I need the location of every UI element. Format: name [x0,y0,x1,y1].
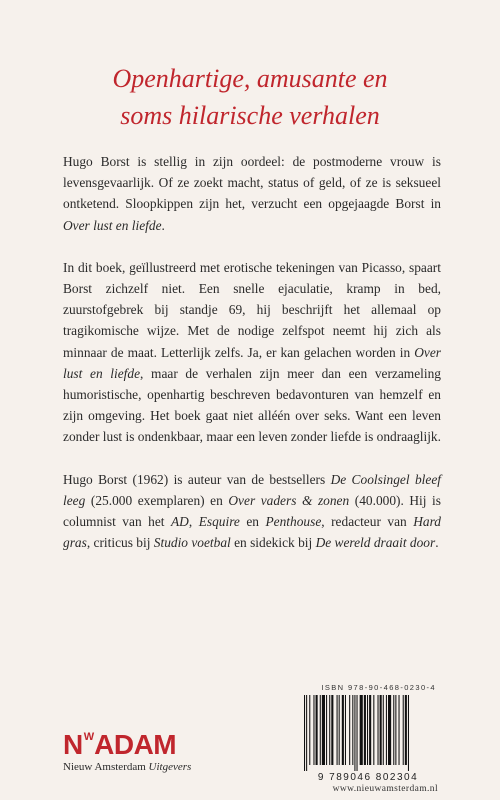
publisher-logo [63,731,191,759]
bio-text-1: Hugo Borst (1962) is auteur van de bestsellers [63,471,331,487]
logo-letter-n: N [63,729,83,760]
barcode-bar [306,695,307,771]
publisher-name-italic: Uitgevers [148,761,192,773]
paragraph-3-author-bio [63,469,441,554]
barcode-bar [329,695,330,765]
publisher-url: www.nieuwamsterdam.nl [332,784,438,794]
bestseller-title-1: De Coolsingel bleef leeg [63,471,441,508]
barcode-bar [408,695,409,771]
barcode-icon [300,695,436,771]
barcode-bar [378,695,379,765]
barcode-bar [354,695,355,771]
bio-text-4: , [188,514,199,530]
bio-text-9: . [435,535,439,551]
barcode-digits: 9 789046 802304 [317,772,419,783]
barcode-bar [393,695,394,765]
barcode-bar [399,695,400,765]
barcode-bar [405,695,407,765]
book-title: Over lust en liefde [63,344,441,381]
barcode-bar [349,695,350,765]
barcode-bar [337,695,338,765]
publisher-block [63,731,191,773]
barcode-bar [395,695,396,765]
isbn-label: ISBN 978-90-468-0230-4 [321,683,436,692]
barcode-bar [360,695,363,765]
barcode-bar [403,695,404,765]
bio-text-6: , redacteur van [321,514,414,530]
headline-line-2: soms hilarische verhalen [120,101,380,130]
barcode-bar [369,695,371,765]
show-studio-voetbal: Studio voetbal [153,535,231,551]
barcode-bar [367,695,368,765]
publication-esquire: Esquire [198,514,240,530]
blurb-body [63,151,441,574]
show-de-wereld-draait-door: De wereld draait door [315,535,436,551]
publication-ad: AD [170,514,189,530]
barcode-bar [331,695,333,765]
bio-text-5: en [239,514,266,530]
paragraph-1-end: . [161,217,165,233]
paragraph-2 [63,257,441,448]
barcode-bar [304,695,305,771]
barcode-bar [373,695,374,765]
paragraph-2-part-2: , maar de verhalen zijn meer dan een verzameling humoristische, openhartig beschreven bedavonturen van hemzelf en zijn omgeving. Het boek gaat niet alléén over seks. Want een leven zonder lust is ondenkbaar, maar een leven zonder liefde is ondraaglijk. [63,365,441,445]
bio-text-7: , criticus bij [86,535,154,551]
paragraph-2-part-1: In dit boek, geïllustreerd met erotische tekeningen van Picasso, spaart Borst zichzelf niet. Een snelle ejaculatie, kramp in bed, zuurstofgebrek bij standje 69, hij beschrijft het allemaal op tragikomische wijze. Met de nodige zelfspot neemt hij zich als minnaar de maat. Letterlijk zelfs. Ja, er kan gelachen worden in [63,259,441,360]
logo-letter-w: W [83,731,94,743]
paragraph-1 [63,151,441,236]
bio-text-2: (25.000 exemplaren) en [85,492,229,508]
publication-penthouse: Penthouse [265,514,322,530]
publication-hard-gras: Hard gras [63,514,441,551]
publisher-name-text: Nieuw Amsterdam [63,761,149,773]
barcode-bar [383,695,384,765]
barcode-bar [313,695,314,765]
barcode-bar [316,695,318,765]
book-title: Over lust en liefde [63,217,162,233]
headline [0,60,500,134]
logo-letters-adam: ADAM [94,729,177,760]
barcode-block [300,683,436,783]
headline-line-1: Openhartige, amusante en [112,64,388,93]
barcode-bar [322,695,325,765]
bestseller-title-2: Over vaders & zonen [228,492,350,508]
barcode-bar [320,695,321,765]
barcode-bar [386,695,387,765]
barcode-bar [339,695,340,765]
barcode-bar [345,695,346,765]
barcode-bar [326,695,327,765]
paragraph-1-text: Hugo Borst is stellig in zijn oordeel: de postmoderne vrouw is levensgevaarlijk. Of ze zoekt macht, status of geld, of ze is seksueel ontketend. Sloopkippen zijn het, verzucht een opgejaagde Borst in [63,154,441,212]
barcode-bar [342,695,344,765]
barcode-bar [364,695,366,765]
barcode-bar [352,695,353,765]
barcode-bar [309,695,310,765]
publisher-name [63,761,191,773]
barcode-bar [357,695,358,771]
bio-text-3: (40.000). Hij is columnist van het [63,492,441,530]
barcode-bar [388,695,391,765]
barcode-bar [380,695,382,765]
bio-text-8: en sidekick bij [230,535,316,551]
